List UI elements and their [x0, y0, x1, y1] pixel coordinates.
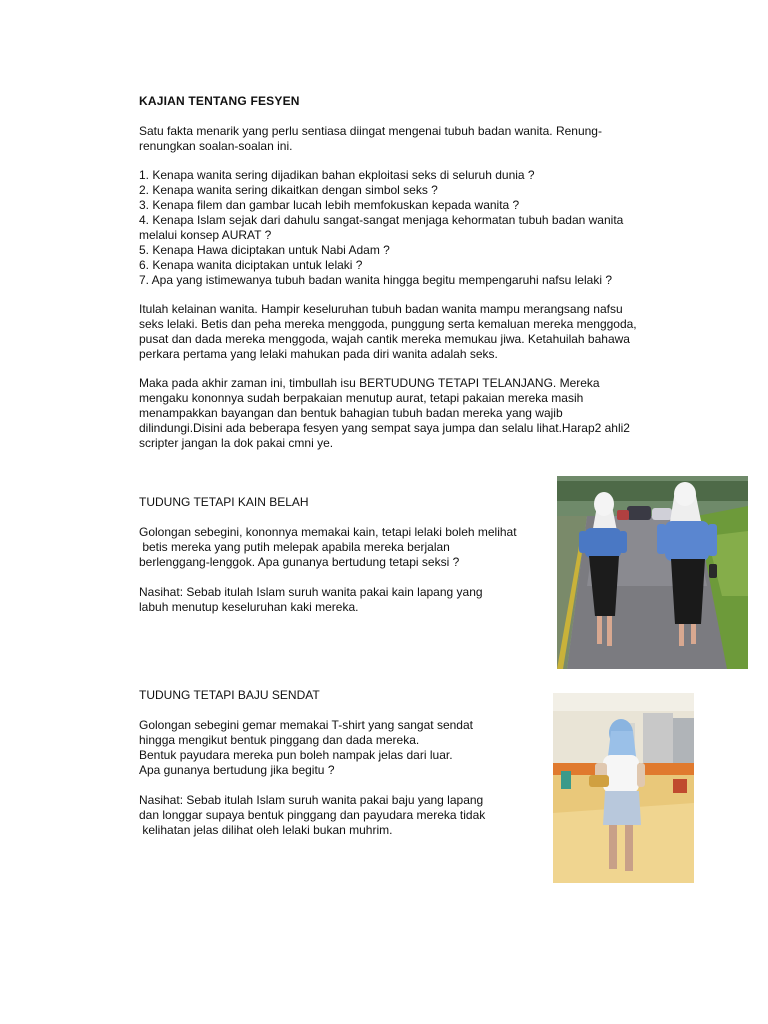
paragraph-line: scripter jangan la dok pakai cmni ye. — [139, 436, 334, 450]
paragraph-line: pusat dan dada mereka menggoda, wajah cantik mereka memukau jiwa. Ketahuilah bahawa — [139, 332, 630, 346]
section-line: Bentuk payudara mereka pun boleh nampak jelas dari luar. — [139, 748, 453, 762]
question-item: 5. Kenapa Hawa diciptakan untuk Nabi Adam ? — [139, 243, 390, 257]
section-advice-kain-belah — [139, 585, 549, 615]
question-item: 7. Apa yang istimewanya tubuh badan wanita hingga begitu mempengaruhi nafsu lelaki ? — [139, 273, 612, 287]
section-line: betis mereka yang putih melepak apabila mereka berjalan — [139, 540, 450, 554]
section-line: Apa gunanya bertudung jika begitu ? — [139, 763, 335, 777]
section-line: Golongan sebegini gemar memakai T-shirt yang sangat sendat — [139, 718, 473, 732]
paragraph-line: Maka pada akhir zaman ini, timbullah isu BERTUDUNG TETAPI TELANJANG. Mereka — [139, 376, 600, 390]
section-line: berlenggang-lenggok. Apa gunanya bertudung tetapi seksi ? — [139, 555, 460, 569]
question-item: 3. Kenapa filem dan gambar lucah lebih memfokuskan kepada wanita ? — [139, 198, 520, 212]
paragraph-line: menampakkan bayangan dan bentuk bahagian tubuh badan mereka yang wajib — [139, 406, 563, 420]
photo-two-women-walking — [557, 476, 748, 669]
paragraph-line: mengaku kononnya sudah berpakaian menutup aurat, tetapi pakaian mereka masih — [139, 391, 584, 405]
question-item: 2. Kenapa wanita sering dikaitkan dengan simbol seks ? — [139, 183, 438, 197]
intro-line: Satu fakta menarik yang perlu sentiasa diingat mengenai tubuh badan wanita. Renung- — [139, 124, 602, 138]
question-item: melalui konsep AURAT ? — [139, 228, 272, 242]
section-line: hingga mengikut bentuk pinggang dan dada mereka. — [139, 733, 420, 747]
advice-line: dan longgar supaya bentuk pinggang dan payudara mereka tidak — [139, 808, 486, 822]
question-item: 6. Kenapa wanita diciptakan untuk lelaki ? — [139, 258, 363, 272]
section-advice-baju-sendat — [139, 793, 549, 838]
paragraph-kelainan-wanita — [139, 302, 684, 362]
section-line: Golongan sebegini, kononnya memakai kain, tetapi lelaki boleh melihat — [139, 525, 517, 539]
photo-woman-tight-shirt — [553, 693, 694, 883]
section-body-kain-belah — [139, 525, 549, 570]
section-heading-kain-belah: TUDUNG TETAPI KAIN BELAH — [139, 495, 309, 509]
advice-line: Nasihat: Sebab itulah Islam suruh wanita pakai kain lapang yang — [139, 585, 483, 599]
question-item: 1. Kenapa wanita sering dijadikan bahan ekploitasi seks di seluruh dunia ? — [139, 168, 535, 182]
document-title: KAJIAN TENTANG FESYEN — [139, 94, 300, 108]
section-body-baju-sendat — [139, 718, 549, 778]
paragraph-akhir-zaman — [139, 376, 684, 451]
paragraph-line: dilindungi.Disini ada beberapa fesyen yang sempat saya jumpa dan selalu lihat.Harap2 ahli2 — [139, 421, 630, 435]
paragraph-line: seks lelaki. Betis dan peha mereka menggoda, punggung serta kemaluan mereka menggoda, — [139, 317, 637, 331]
paragraph-line: perkara pertama yang lelaki mahukan pada diri wanita adalah seks. — [139, 347, 498, 361]
advice-line: Nasihat: Sebab itulah Islam suruh wanita pakai baju yang lapang — [139, 793, 484, 807]
section-heading-baju-sendat: TUDUNG TETAPI BAJU SENDAT — [139, 688, 320, 702]
question-item: 4. Kenapa Islam sejak dari dahulu sangat-sangat menjaga kehormatan tubuh badan wanita — [139, 213, 624, 227]
advice-line: labuh menutup keseluruhan kaki mereka. — [139, 600, 359, 614]
question-list — [139, 168, 679, 288]
paragraph-line: Itulah kelainan wanita. Hampir keseluruhan tubuh badan wanita mampu merangsang nafsu — [139, 302, 623, 316]
intro-line: renungkan soalan-soalan ini. — [139, 139, 293, 153]
intro-paragraph — [139, 124, 649, 154]
advice-line: kelihatan jelas dilihat oleh lelaki bukan muhrim. — [139, 823, 393, 837]
